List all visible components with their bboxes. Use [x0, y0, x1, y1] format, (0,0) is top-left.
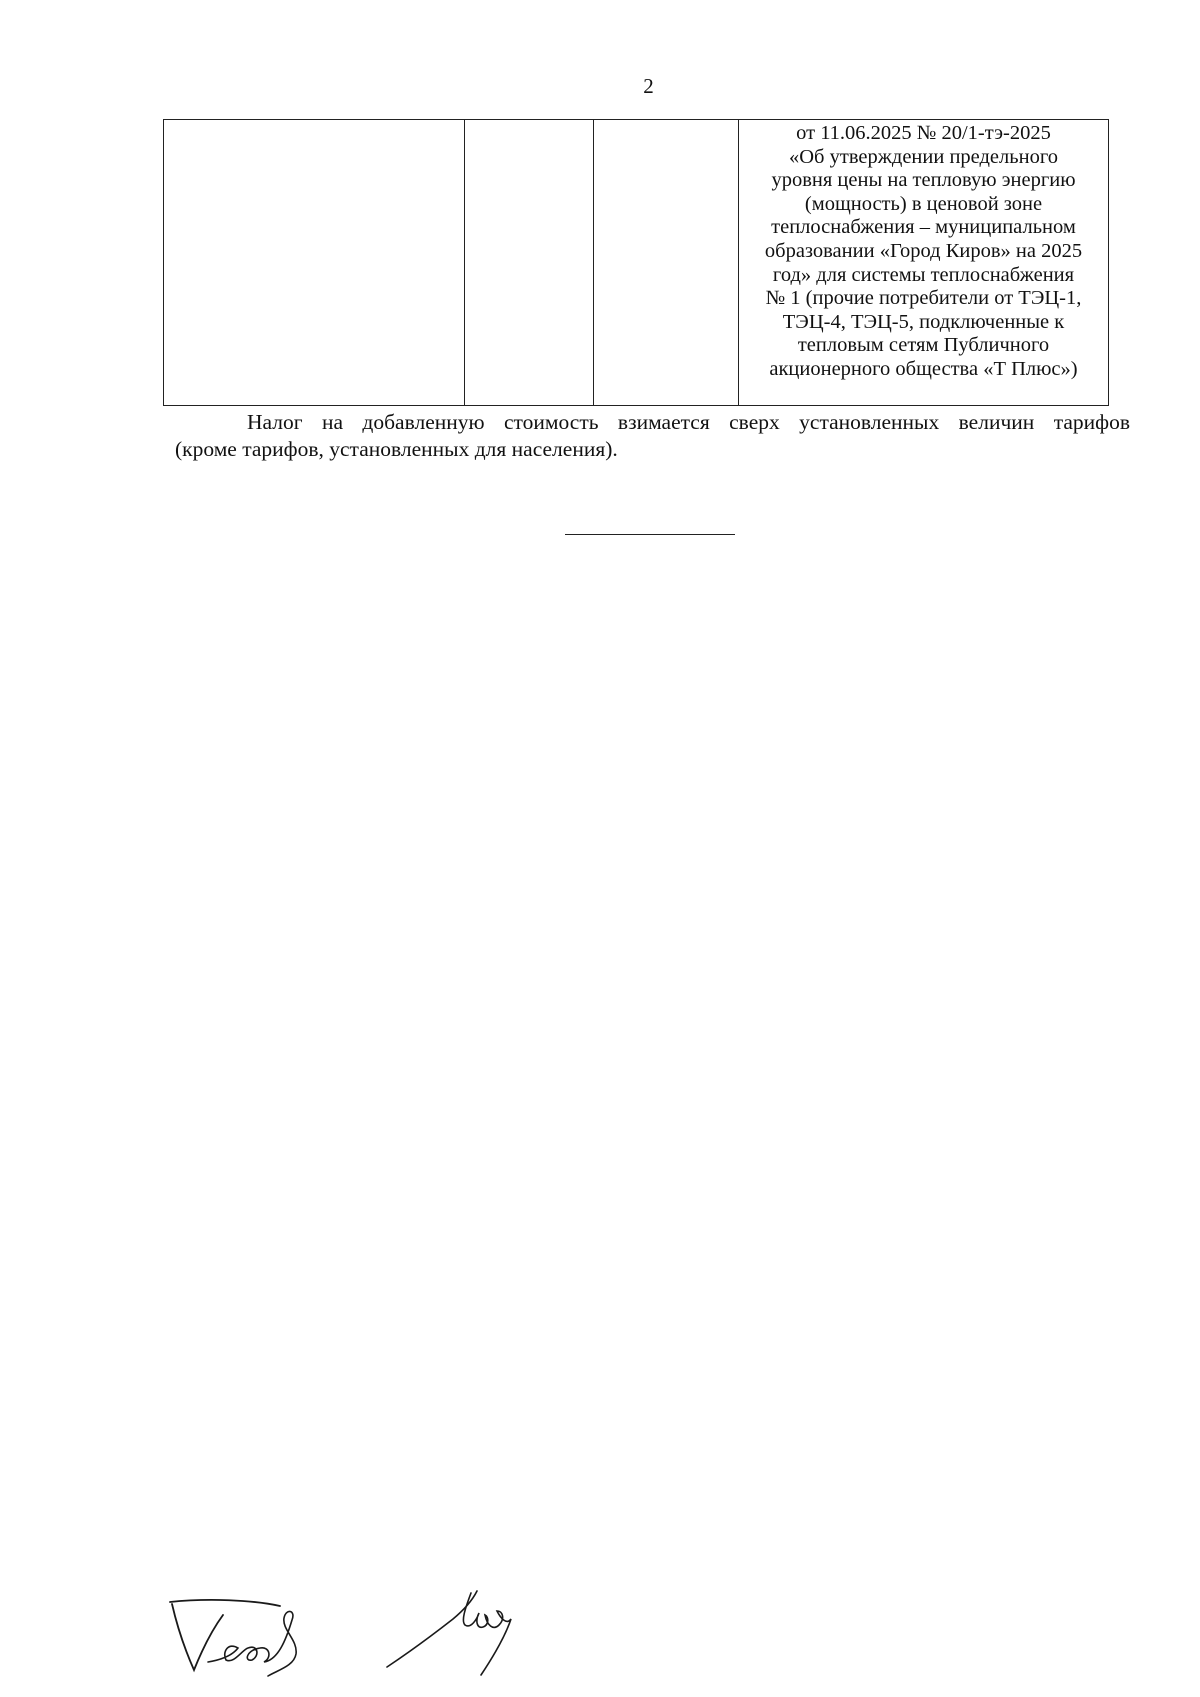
signature-left — [168, 1590, 318, 1680]
legal-basis-line: ТЭЦ-4, ТЭЦ-5, подключенные к — [782, 310, 1065, 333]
legal-basis-line: теплоснабжения – муниципальном — [771, 216, 1076, 239]
vat-note-line-1: Налог на добавленную стоимость взимается сверх установленных величин тарифов — [247, 410, 1130, 434]
legal-basis-line: уровня цены на тепловую энергию — [771, 169, 1076, 192]
legal-basis-line: от 11.06.2025 № 20/1-тэ-2025 — [796, 122, 1051, 144]
page-number: 2 — [643, 74, 654, 98]
legal-basis-line: год» для системы теплоснабжения — [772, 263, 1075, 286]
legal-basis-line: (мощность) в ценовой зоне — [804, 192, 1043, 215]
legal-basis-line: «Об утверждении предельного — [789, 145, 1058, 168]
table-cell-empty-2 — [465, 120, 594, 406]
table-cell-empty-1 — [164, 120, 465, 406]
legal-basis-line: образовании «Город Киров» на 2025 — [764, 239, 1083, 262]
table-cell-legal-basis — [739, 120, 1109, 406]
tariff-table-continuation — [163, 119, 1109, 406]
legal-basis-line: тепловым сетям Публичного — [797, 334, 1050, 357]
legal-basis-line: акционерного общества «Т Плюс») — [769, 357, 1078, 380]
table-row — [164, 120, 1109, 406]
legal-basis-text — [739, 120, 1108, 382]
signature-right — [385, 1585, 515, 1680]
legal-basis-line: № 1 (прочие потребители от ТЭЦ-1, — [765, 287, 1082, 310]
end-of-document-rule — [565, 534, 735, 535]
vat-note — [175, 409, 1130, 463]
vat-note-line-2: (кроме тарифов, установленных для населения). — [175, 437, 618, 461]
table-cell-empty-3 — [594, 120, 739, 406]
